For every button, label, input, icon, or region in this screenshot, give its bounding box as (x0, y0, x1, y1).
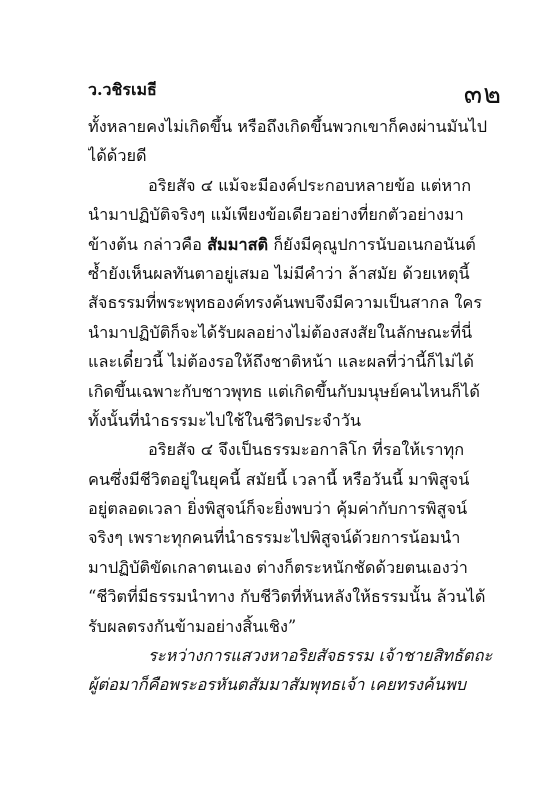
text-span: ข้างต้น กล่าวคือ (88, 234, 208, 254)
text-line: จริงๆ เพราะทุกคนที่นำธรรมะไปพิสูจน์ด้วยการน้อมนำ (88, 528, 461, 548)
text-line: ผู้ต่อมาก็คือพระอรหันตสัมมาสัมพุทธเจ้า เคยทรงค้นพบ (88, 675, 467, 695)
text-line: อยู่ตลอดเวลา ยิ่งพิสูจน์ก็จะยิ่งพบว่า คุ้มค่ากับการพิสูจน์ (88, 499, 468, 519)
text-line: ทั้งนั้นที่นำธรรมะไปใช้ในชีวิตประจำวัน (88, 410, 361, 430)
text-line: สัจธรรมที่พระพุทธองค์ทรงค้นพบจึงมีความเป็นสากล ใคร (88, 293, 482, 313)
text-line: นำมาปฏิบัติจริงๆ แม้เพียงข้อเดียวอย่างที่ยกตัวอย่างมา (88, 205, 464, 225)
text-line: รับผลตรงกันข้ามอย่างสิ้นเชิง” (88, 616, 297, 636)
body-text (88, 112, 494, 700)
text-line: มาปฏิบัติขัดเกลาตนเอง ต่างก็ตระหนักชัดด้วยตนเองว่า (88, 557, 468, 577)
text-line (88, 230, 494, 259)
text-line: “ชีวิตที่มีธรรมนำทาง กับชีวิตที่หันหลังให้ธรรมนั้น ล้วนได้ (88, 587, 486, 607)
text-line: นำมาปฏิบัติก็จะได้รับผลอย่างไม่ต้องสงสัยในลักษณะที่นี่ (88, 322, 473, 342)
paragraph-3 (88, 435, 494, 641)
paragraph-2 (88, 171, 494, 436)
text-line: ได้ด้วยดี (88, 146, 147, 166)
page-number: ๓๒ (463, 79, 502, 110)
running-head-author: ว.วชิรเมธี (88, 80, 157, 99)
text-line: อริยสัจ ๔ จึงเป็นธรรมะอกาลิโก ที่รอให้เราทุก (148, 440, 465, 460)
paragraph-4 (88, 641, 494, 700)
text-line: เกิดขึ้นเฉพาะกับชาวพุทธ แต่เกิดขึ้นกับมนุษย์คนไหนก็ได้ (88, 381, 480, 401)
text-line: และเดี๋ยวนี้ ไม่ต้องรอให้ถึงชาติหน้า และผลที่ว่านี้ก็ไม่ได้ (88, 352, 474, 372)
paragraph-1 (88, 112, 494, 171)
text-line: ระหว่างการแสวงหาอริยสัจธรรม เจ้าชายสิทธัตถะ (148, 646, 493, 666)
page-header (88, 72, 502, 112)
text-line: ทั้งหลายคงไม่เกิดขึ้น หรือถึงเกิดขึ้นพวกเขาก็คงผ่านมันไป (88, 117, 488, 136)
text-span: ก็ยังมีคุณูปการนับอเนกอนันต์ (268, 234, 476, 254)
emphasized-term: สัมมาสติ (207, 234, 269, 254)
text-line: คนซึ่งมีชีวิตอยู่ในยุคนี้ สมัยนี้ เวลานี้ หรือวันนี้ มาพิสูจน์ (88, 469, 470, 489)
text-line: อริยสัจ ๔ แม้จะมีองค์ประกอบหลายข้อ แต่หาก (148, 175, 472, 195)
text-line: ซ้ำยังเห็นผลทันตาอยู่เสมอ ไม่มีคำว่า ล้าสมัย ด้วยเหตุนี้ (88, 263, 470, 283)
